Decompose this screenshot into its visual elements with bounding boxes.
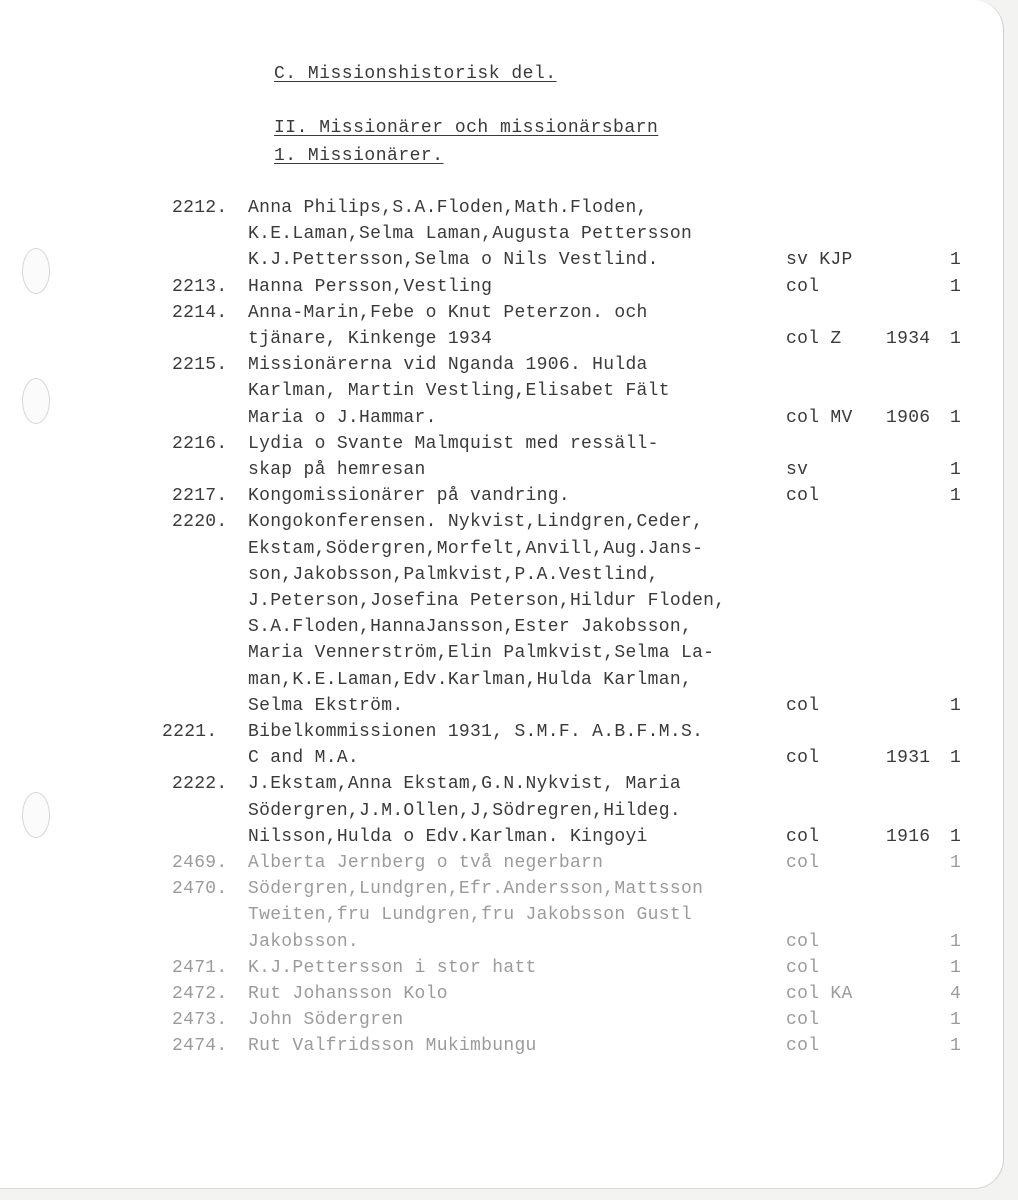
entry-text: Jakobsson. <box>248 932 360 952</box>
entry-line <box>0 827 1000 851</box>
entry-number: 2214. <box>172 303 228 323</box>
entry-code: col MV <box>786 408 853 428</box>
entry-line <box>0 984 1000 1008</box>
entry-count: 1 <box>950 1010 962 1030</box>
entry-number: 2474. <box>172 1036 228 1056</box>
entry-text: Ekstam,Södergren,Morfelt,Anvill,Aug.Jans- <box>248 539 704 559</box>
entry-line <box>0 486 1000 510</box>
entry-code: col <box>786 958 820 978</box>
entry-line <box>0 958 1000 982</box>
entry-number: 2470. <box>172 879 228 899</box>
entry-code: col <box>786 486 820 506</box>
entry-text: J.Peterson,Josefina Peterson,Hildur Floden, <box>248 591 726 611</box>
entry-count: 1 <box>950 853 962 873</box>
entry-text: Anna-Marin,Febe o Knut Peterzon. och <box>248 303 648 323</box>
entry-year: 1934 <box>886 329 931 349</box>
entry-number: 2471. <box>172 958 228 978</box>
entry-text: Maria Vennerström,Elin Palmkvist,Selma La- <box>248 643 715 663</box>
entry-count: 1 <box>950 277 962 297</box>
entry-number: 2222. <box>172 774 228 794</box>
entry-line <box>0 408 1000 432</box>
entry-line <box>0 381 1000 405</box>
entry-text: J.Ekstam,Anna Ekstam,G.N.Nykvist, Maria <box>248 774 681 794</box>
entry-count: 1 <box>950 329 962 349</box>
entry-text: Tweiten,fru Lundgren,fru Jakobsson Gustl <box>248 905 693 925</box>
entry-text: K.J.Pettersson,Selma o Nils Vestlind. <box>248 250 659 270</box>
entry-text: Kongomissionärer på vandring. <box>248 486 570 506</box>
sub-subsection-title: 1. Missionärer. <box>274 146 444 166</box>
entry-number: 2469. <box>172 853 228 873</box>
entry-text: son,Jakobsson,Palmkvist,P.A.Vestlind, <box>248 565 659 585</box>
entry-line <box>0 643 1000 667</box>
entry-line <box>0 224 1000 248</box>
entry-code: col KA <box>786 984 853 1004</box>
entry-number: 2217. <box>172 486 228 506</box>
entry-count: 1 <box>950 958 962 978</box>
entry-line <box>0 932 1000 956</box>
entry-line <box>0 277 1000 301</box>
entry-line <box>0 198 1000 222</box>
entry-text: Kongokonferensen. Nykvist,Lindgren,Ceder, <box>248 512 704 532</box>
entry-line <box>0 565 1000 589</box>
entry-text: skap på hemresan <box>248 460 426 480</box>
entry-code: col <box>786 827 820 847</box>
entry-number: 2220. <box>172 512 228 532</box>
entry-number: 2472. <box>172 984 228 1004</box>
entry-text: Alberta Jernberg o två negerbarn <box>248 853 604 873</box>
entry-text: Rut Johansson Kolo <box>248 984 448 1004</box>
entry-line <box>0 434 1000 458</box>
entry-line <box>0 905 1000 929</box>
entry-count: 1 <box>950 460 962 480</box>
entry-line <box>0 670 1000 694</box>
entry-text: C and M.A. <box>248 748 360 768</box>
entry-line <box>0 1010 1000 1034</box>
entry-text: Nilsson,Hulda o Edv.Karlman. Kingoyi <box>248 827 648 847</box>
entry-line <box>0 303 1000 327</box>
entry-count: 1 <box>950 408 962 428</box>
entry-text: K.E.Laman,Selma Laman,Augusta Pettersson <box>248 224 693 244</box>
entry-code: col <box>786 277 820 297</box>
entry-text: Missionärerna vid Nganda 1906. Hulda <box>248 355 648 375</box>
entry-text: K.J.Pettersson i stor hatt <box>248 958 537 978</box>
entry-line <box>0 355 1000 379</box>
entry-text: Södergren,Lundgren,Efr.Andersson,Mattsson <box>248 879 704 899</box>
entry-text: man,K.E.Laman,Edv.Karlman,Hulda Karlman, <box>248 670 693 690</box>
entry-text: Södergren,J.M.Ollen,J,Södregren,Hildeg. <box>248 801 681 821</box>
entry-code: col <box>786 748 820 768</box>
entry-count: 1 <box>950 696 962 716</box>
entry-code: col <box>786 932 820 952</box>
entry-line <box>0 696 1000 720</box>
entry-code: col <box>786 1010 820 1030</box>
entry-count: 1 <box>950 250 962 270</box>
entry-line <box>0 512 1000 536</box>
entry-line <box>0 460 1000 484</box>
entry-text: S.A.Floden,HannaJansson,Ester Jakobsson, <box>248 617 693 637</box>
entry-line <box>0 774 1000 798</box>
entry-number: 2216. <box>172 434 228 454</box>
entry-line <box>0 617 1000 641</box>
entry-text: Maria o J.Hammar. <box>248 408 437 428</box>
entry-year: 1931 <box>886 748 931 768</box>
entry-count: 1 <box>950 827 962 847</box>
entry-text: Bibelkommissionen 1931, S.M.F. A.B.F.M.S. <box>248 722 704 742</box>
entry-line <box>0 539 1000 563</box>
entry-line <box>0 722 1000 746</box>
entry-text: Rut Valfridsson Mukimbungu <box>248 1036 537 1056</box>
entry-code: col <box>786 696 820 716</box>
entry-text: Anna Philips,S.A.Floden,Math.Floden, <box>248 198 648 218</box>
entry-count: 4 <box>950 984 962 1004</box>
entry-count: 1 <box>950 1036 962 1056</box>
entry-number: 2215. <box>172 355 228 375</box>
entry-count: 1 <box>950 932 962 952</box>
entry-number: 2221. <box>162 722 218 742</box>
entry-number: 2213. <box>172 277 228 297</box>
entry-text: Lydia o Svante Malmquist med ressäll- <box>248 434 659 454</box>
entry-text: John Södergren <box>248 1010 404 1030</box>
entry-text: Selma Ekström. <box>248 696 404 716</box>
entry-code: sv KJP <box>786 250 853 270</box>
entry-line <box>0 748 1000 772</box>
entry-count: 1 <box>950 748 962 768</box>
entry-code: sv <box>786 460 809 480</box>
entry-number: 2212. <box>172 198 228 218</box>
entry-text: tjänare, Kinkenge 1934 <box>248 329 493 349</box>
subsection-title: II. Missionärer och missionärsbarn <box>274 118 659 138</box>
entry-line <box>0 329 1000 353</box>
entry-code: col <box>786 1036 820 1056</box>
section-title: C. Missionshistorisk del. <box>274 64 557 84</box>
entry-line <box>0 879 1000 903</box>
entry-code: col Z <box>786 329 842 349</box>
entry-line <box>0 591 1000 615</box>
entry-line <box>0 801 1000 825</box>
entry-code: col <box>786 853 820 873</box>
entry-year: 1906 <box>886 408 931 428</box>
entry-count: 1 <box>950 486 962 506</box>
entry-line <box>0 1036 1000 1060</box>
entry-line <box>0 853 1000 877</box>
entry-year: 1916 <box>886 827 931 847</box>
entry-line <box>0 250 1000 274</box>
entry-text: Hanna Persson,Vestling <box>248 277 493 297</box>
entry-text: Karlman, Martin Vestling,Elisabet Fält <box>248 381 670 401</box>
entry-number: 2473. <box>172 1010 228 1030</box>
